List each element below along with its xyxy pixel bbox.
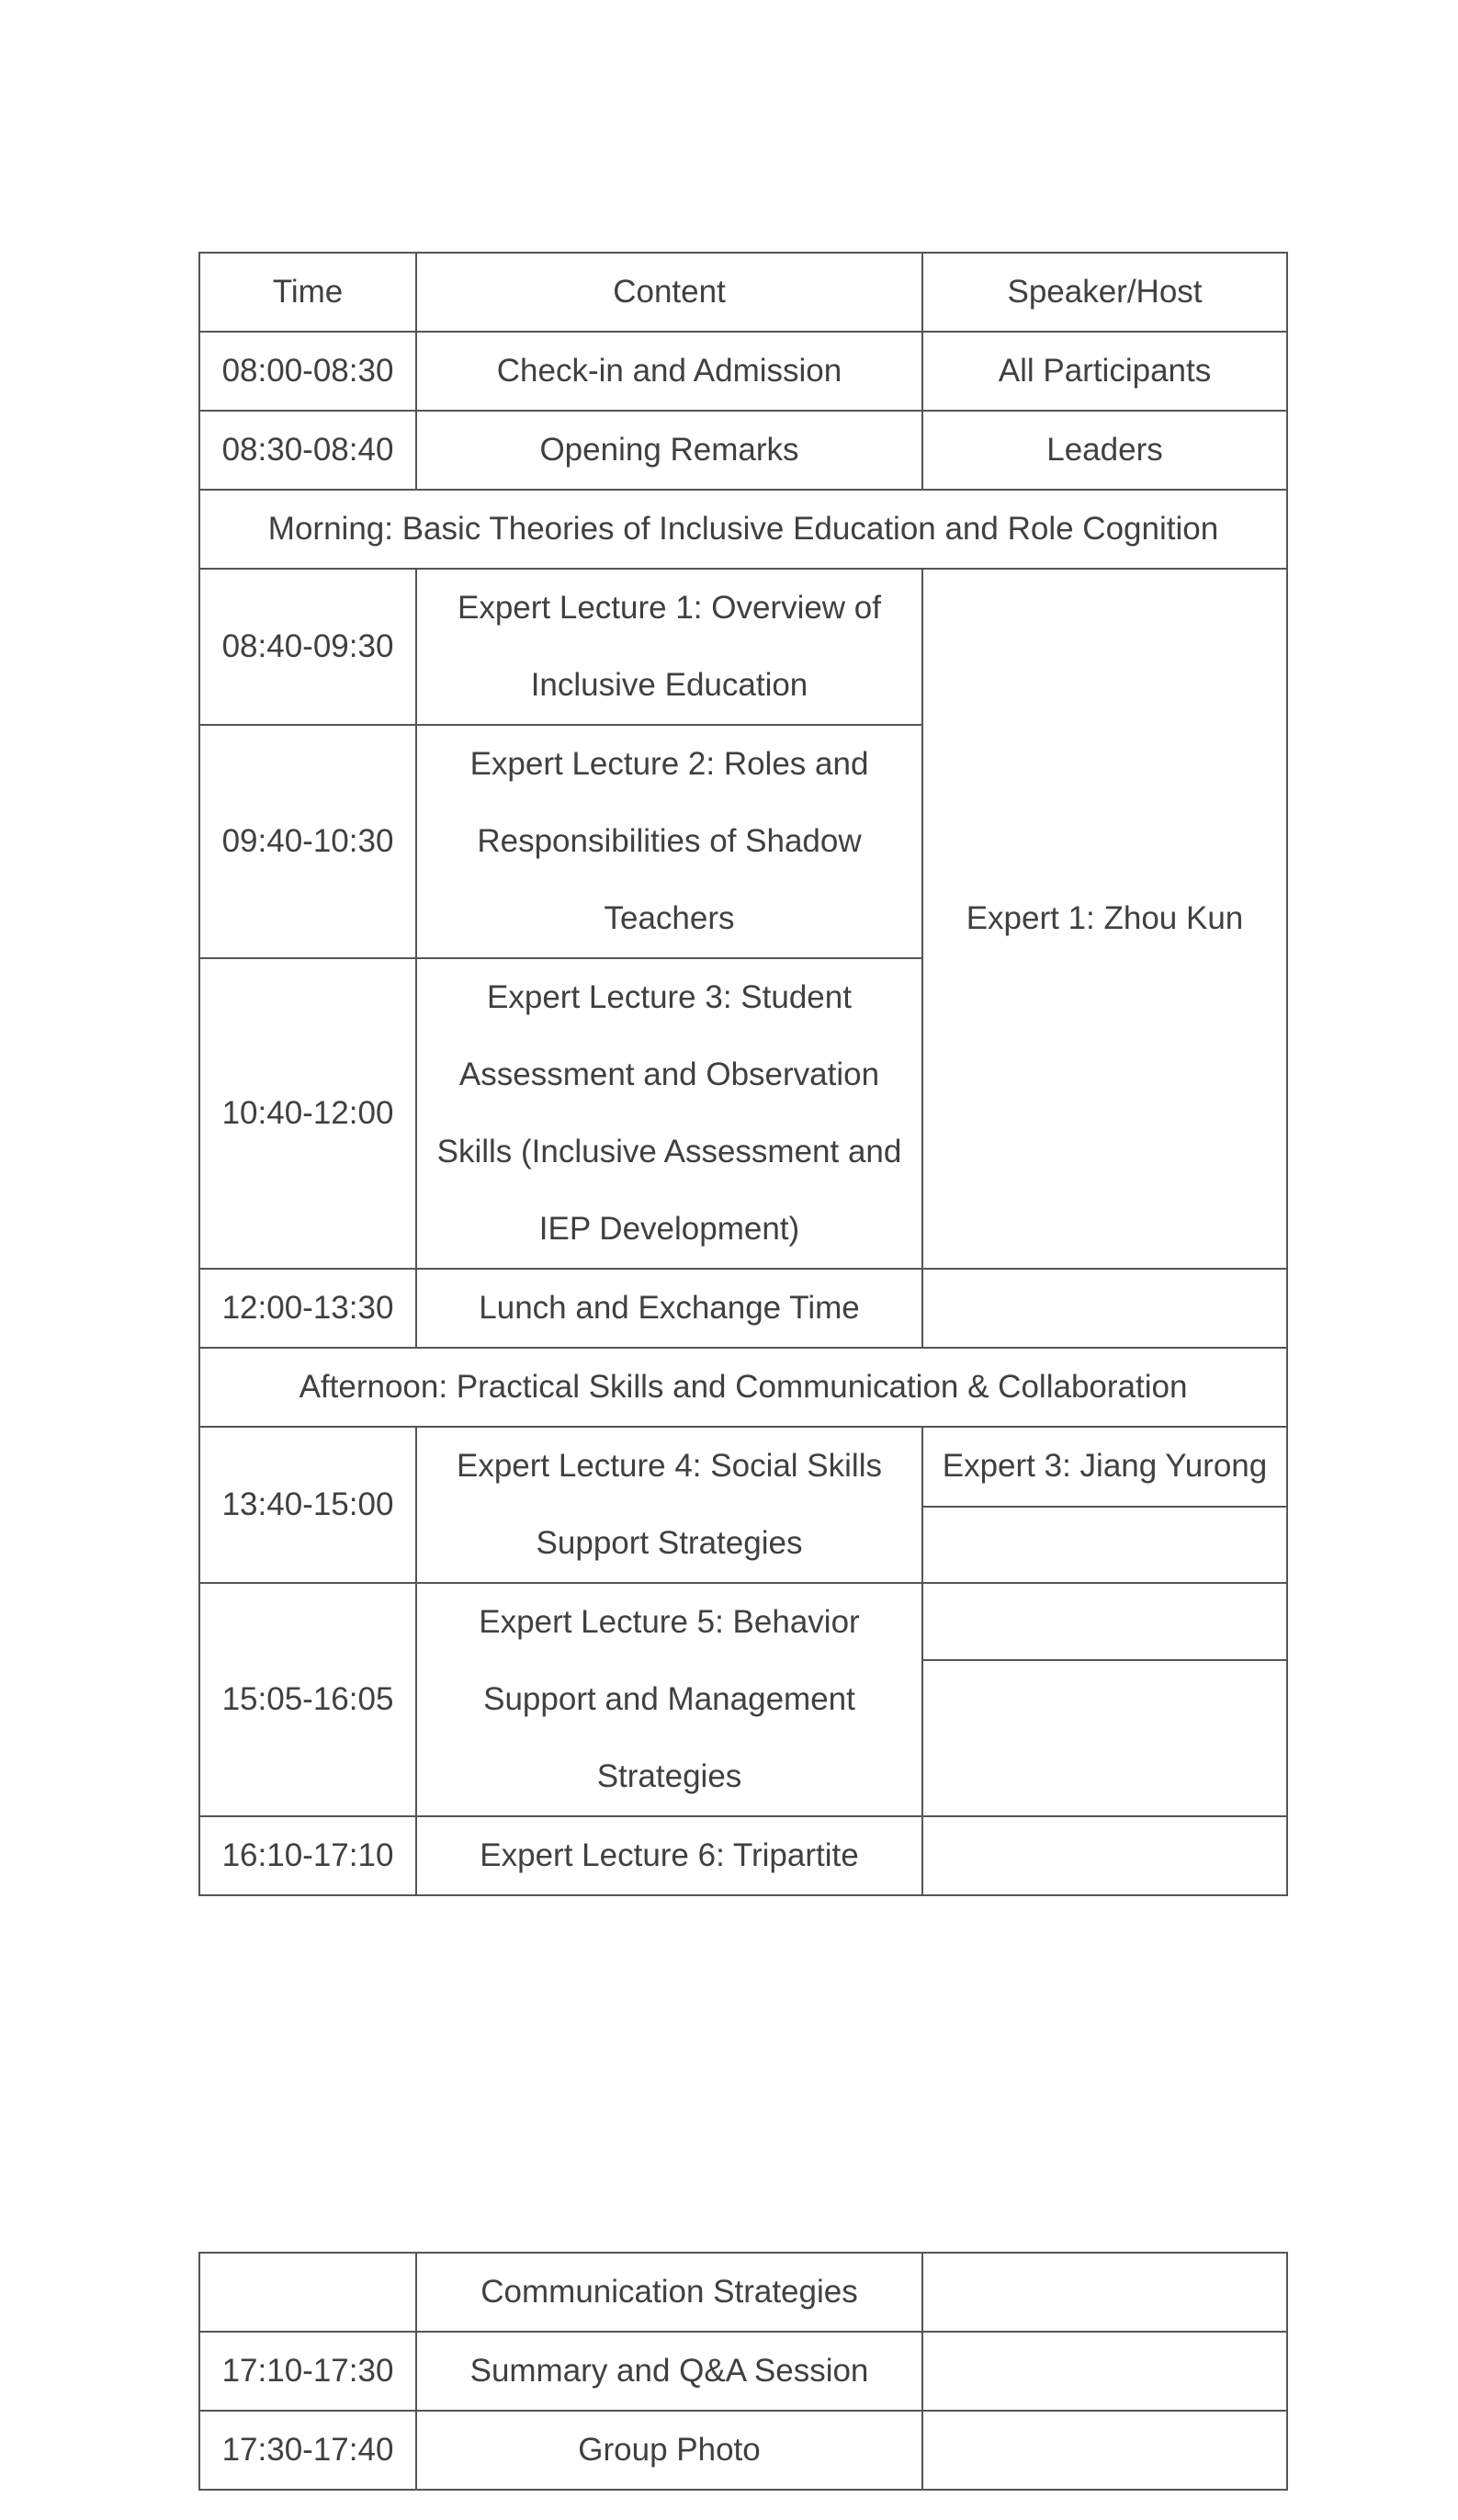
content-cell: Lunch and Exchange Time [416,1269,922,1348]
time-cell: 08:30-08:40 [199,411,416,490]
speaker-cell [922,2411,1287,2490]
table-row [199,1583,1287,1660]
header-time: Time [199,253,416,332]
content-cell: Summary and Q&A Session [416,2332,922,2411]
schedule-table [198,252,1288,1896]
speaker-cell [922,2332,1287,2411]
speaker-cell: Leaders [922,411,1287,490]
content-cell: Opening Remarks [416,411,922,490]
speaker-cell: All Participants [922,332,1287,411]
speaker-cell-empty [922,1583,1287,1660]
time-cell: 09:40-10:30 [199,725,416,958]
section-row-morning [199,490,1287,569]
time-cell: 08:40-09:30 [199,569,416,725]
speaker-cell: Expert 3: Jiang Yurong [922,1427,1287,1507]
time-cell: 13:40-15:00 [199,1427,416,1583]
content-cell: Expert Lecture 6: Tripartite [416,1816,922,1895]
content-cell: Expert Lecture 4: Social Skills Support Strategies [416,1427,922,1583]
speaker-cell-empty [922,1660,1287,1816]
header-content: Content [416,253,922,332]
time-cell: 08:00-08:30 [199,332,416,411]
section-heading-afternoon: Afternoon: Practical Skills and Communication & Collaboration [199,1348,1287,1427]
table-row [199,1269,1287,1348]
speaker-cell-empty [922,1816,1287,1895]
content-cell: Check-in and Admission [416,332,922,411]
speaker-cell-empty [922,1507,1287,1584]
time-cell: 17:30-17:40 [199,2411,416,2490]
table-row [199,411,1287,490]
time-cell: 17:10-17:30 [199,2332,416,2411]
speaker-cell-merged: Expert 1: Zhou Kun [922,569,1287,1269]
table-header-row [199,253,1287,332]
table-row [199,569,1287,725]
section-row-afternoon [199,1348,1287,1427]
content-cell: Group Photo [416,2411,922,2490]
speaker-cell [922,2253,1287,2332]
time-cell: 15:05-16:05 [199,1583,416,1816]
table-row [199,1427,1287,1507]
content-cell: Expert Lecture 2: Roles and Responsibilities of Shadow Teachers [416,725,922,958]
speaker-cell [922,1269,1287,1348]
time-cell: 12:00-13:30 [199,1269,416,1348]
time-cell: 10:40-12:00 [199,958,416,1269]
table-row [199,2411,1287,2490]
table-row [199,2332,1287,2411]
content-cell: Communication Strategies [416,2253,922,2332]
section-heading-morning: Morning: Basic Theories of Inclusive Education and Role Cognition [199,490,1287,569]
content-cell: Expert Lecture 5: Behavior Support and Management Strategies [416,1583,922,1816]
table-row [199,2253,1287,2332]
schedule-table-continued [198,2252,1288,2491]
table-row [199,1816,1287,1895]
time-cell [199,2253,416,2332]
header-speaker: Speaker/Host [922,253,1287,332]
content-cell: Expert Lecture 1: Overview of Inclusive Education [416,569,922,725]
time-cell: 16:10-17:10 [199,1816,416,1895]
table-row [199,332,1287,411]
content-cell: Expert Lecture 3: Student Assessment and Observation Skills (Inclusive Assessment and IEP Development) [416,958,922,1269]
